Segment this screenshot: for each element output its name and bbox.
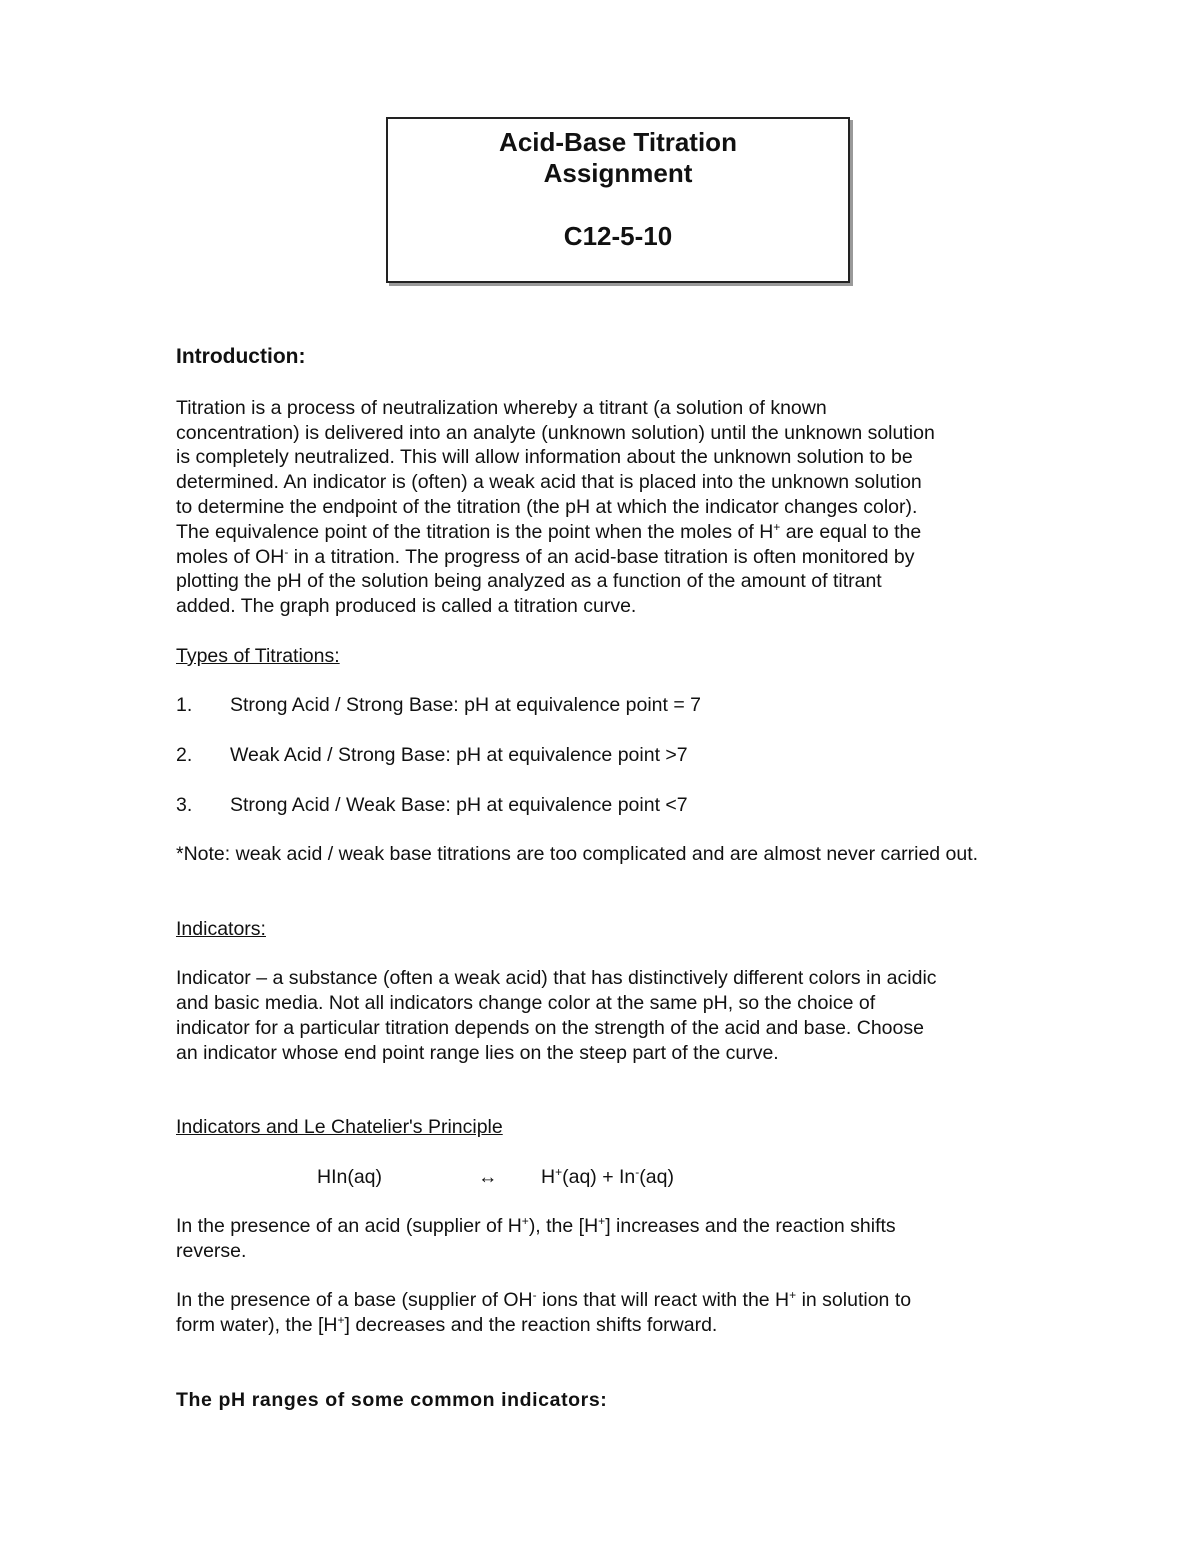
course-code: C12-5-10 — [563, 221, 673, 251]
indicators-line: an indicator whose end point range lies on the steep part of the curve. — [176, 1041, 779, 1064]
acid-line: reverse. — [176, 1239, 247, 1262]
equation-h: H — [541, 1165, 556, 1188]
types-heading: Types of Titrations: — [176, 644, 340, 667]
acid-text: ), the [H — [528, 1215, 599, 1238]
list-text: Strong Acid / Strong Base: pH at equivalence point = 7 — [230, 694, 702, 717]
superscript-minus: - — [635, 1164, 640, 1179]
intro-line-text: moles of OH — [176, 545, 285, 568]
equation-text: (aq) + In — [562, 1165, 636, 1188]
list-item — [176, 693, 1096, 718]
acid-text: In the presence of an acid (supplier of H — [176, 1215, 522, 1238]
le-chatelier-heading: Indicators and Le Chatelier's Principle — [176, 1115, 503, 1138]
introduction-heading: Introduction: — [176, 345, 306, 368]
intro-line: concentration) is delivered into an analyte (unknown solution) until the unknown solution — [176, 421, 935, 444]
equation-text: (aq) — [639, 1165, 674, 1188]
introduction-paragraph — [176, 396, 1096, 619]
acid-text: ] increases and the reaction shifts — [605, 1215, 896, 1238]
list-number: 2. — [176, 743, 193, 766]
base-text: ions that will react with the H — [536, 1289, 790, 1312]
base-text: ] decreases and the reaction shifts forward. — [344, 1314, 718, 1337]
list-item — [176, 743, 1096, 768]
indicators-line: indicator for a particular titration depends on the strength of the acid and base. Choose — [176, 1016, 924, 1039]
base-line — [176, 1288, 1096, 1313]
document-body — [176, 343, 1096, 1412]
base-line — [176, 1313, 1096, 1338]
acid-line — [176, 1214, 1096, 1239]
intro-line-text: are equal to the — [780, 520, 922, 543]
equation-reactant: HIn(aq) — [317, 1165, 383, 1188]
superscript-plus: + — [521, 1214, 529, 1229]
superscript-plus: + — [337, 1313, 345, 1328]
list-number: 1. — [176, 694, 193, 717]
intro-line: Titration is a process of neutralization whereby a titrant (a solution of known — [176, 396, 827, 419]
base-text: in solution to — [796, 1289, 912, 1312]
list-number: 3. — [176, 793, 193, 816]
superscript-plus: + — [773, 519, 781, 534]
indicators-line: and basic media. Not all indicators change color at the same pH, so the choice of — [176, 991, 876, 1014]
intro-line: added. The graph produced is called a titration curve. — [176, 595, 637, 618]
ph-ranges-heading: The pH ranges of some common indicators: — [176, 1388, 608, 1411]
intro-line: to determine the endpoint of the titration (the pH at which the indicator changes color). — [176, 495, 918, 518]
acid-paragraph — [176, 1214, 1096, 1264]
base-paragraph — [176, 1288, 1096, 1338]
equation-products — [541, 1165, 674, 1190]
intro-line — [176, 520, 1096, 545]
list-text: Strong Acid / Weak Base: pH at equivalence point <7 — [230, 793, 688, 816]
title-line-1: Acid-Base Titration — [499, 127, 737, 157]
equilibrium-equation — [176, 1165, 1096, 1190]
intro-line-text: The equivalence point of the titration is the point when the moles of H — [176, 520, 774, 543]
intro-line: is completely neutralized. This will allow information about the unknown solution to be — [176, 446, 913, 469]
base-text: form water), the [H — [176, 1314, 338, 1337]
list-item — [176, 793, 1096, 818]
indicators-line: Indicator – a substance (often a weak acid) that has distinctively different colors in acidic — [176, 967, 937, 990]
superscript-plus: + — [555, 1164, 563, 1179]
intro-line: plotting the pH of the solution being analyzed as a function of the amount of titrant — [176, 570, 882, 593]
base-text: In the presence of a base (supplier of OH — [176, 1289, 533, 1312]
intro-line: determined. An indicator is (often) a weak acid that is placed into the unknown solution — [176, 471, 922, 494]
superscript-minus: - — [284, 544, 289, 559]
superscript-plus: + — [598, 1214, 606, 1229]
superscript-plus: + — [789, 1288, 797, 1303]
indicators-heading: Indicators: — [176, 917, 266, 940]
indicators-paragraph — [176, 966, 1096, 1065]
intro-line — [176, 545, 1096, 570]
title-box — [386, 117, 850, 283]
list-text: Weak Acid / Strong Base: pH at equivalence point >7 — [230, 743, 688, 766]
title-line-2: Assignment — [543, 158, 693, 188]
note: *Note: weak acid / weak base titrations are too complicated and are almost never carried out. — [176, 843, 979, 866]
superscript-minus: - — [532, 1288, 537, 1303]
intro-line-text: in a titration. The progress of an acid-base titration is often monitored by — [288, 545, 915, 568]
equilibrium-arrow-icon: ↔ — [478, 1165, 498, 1188]
